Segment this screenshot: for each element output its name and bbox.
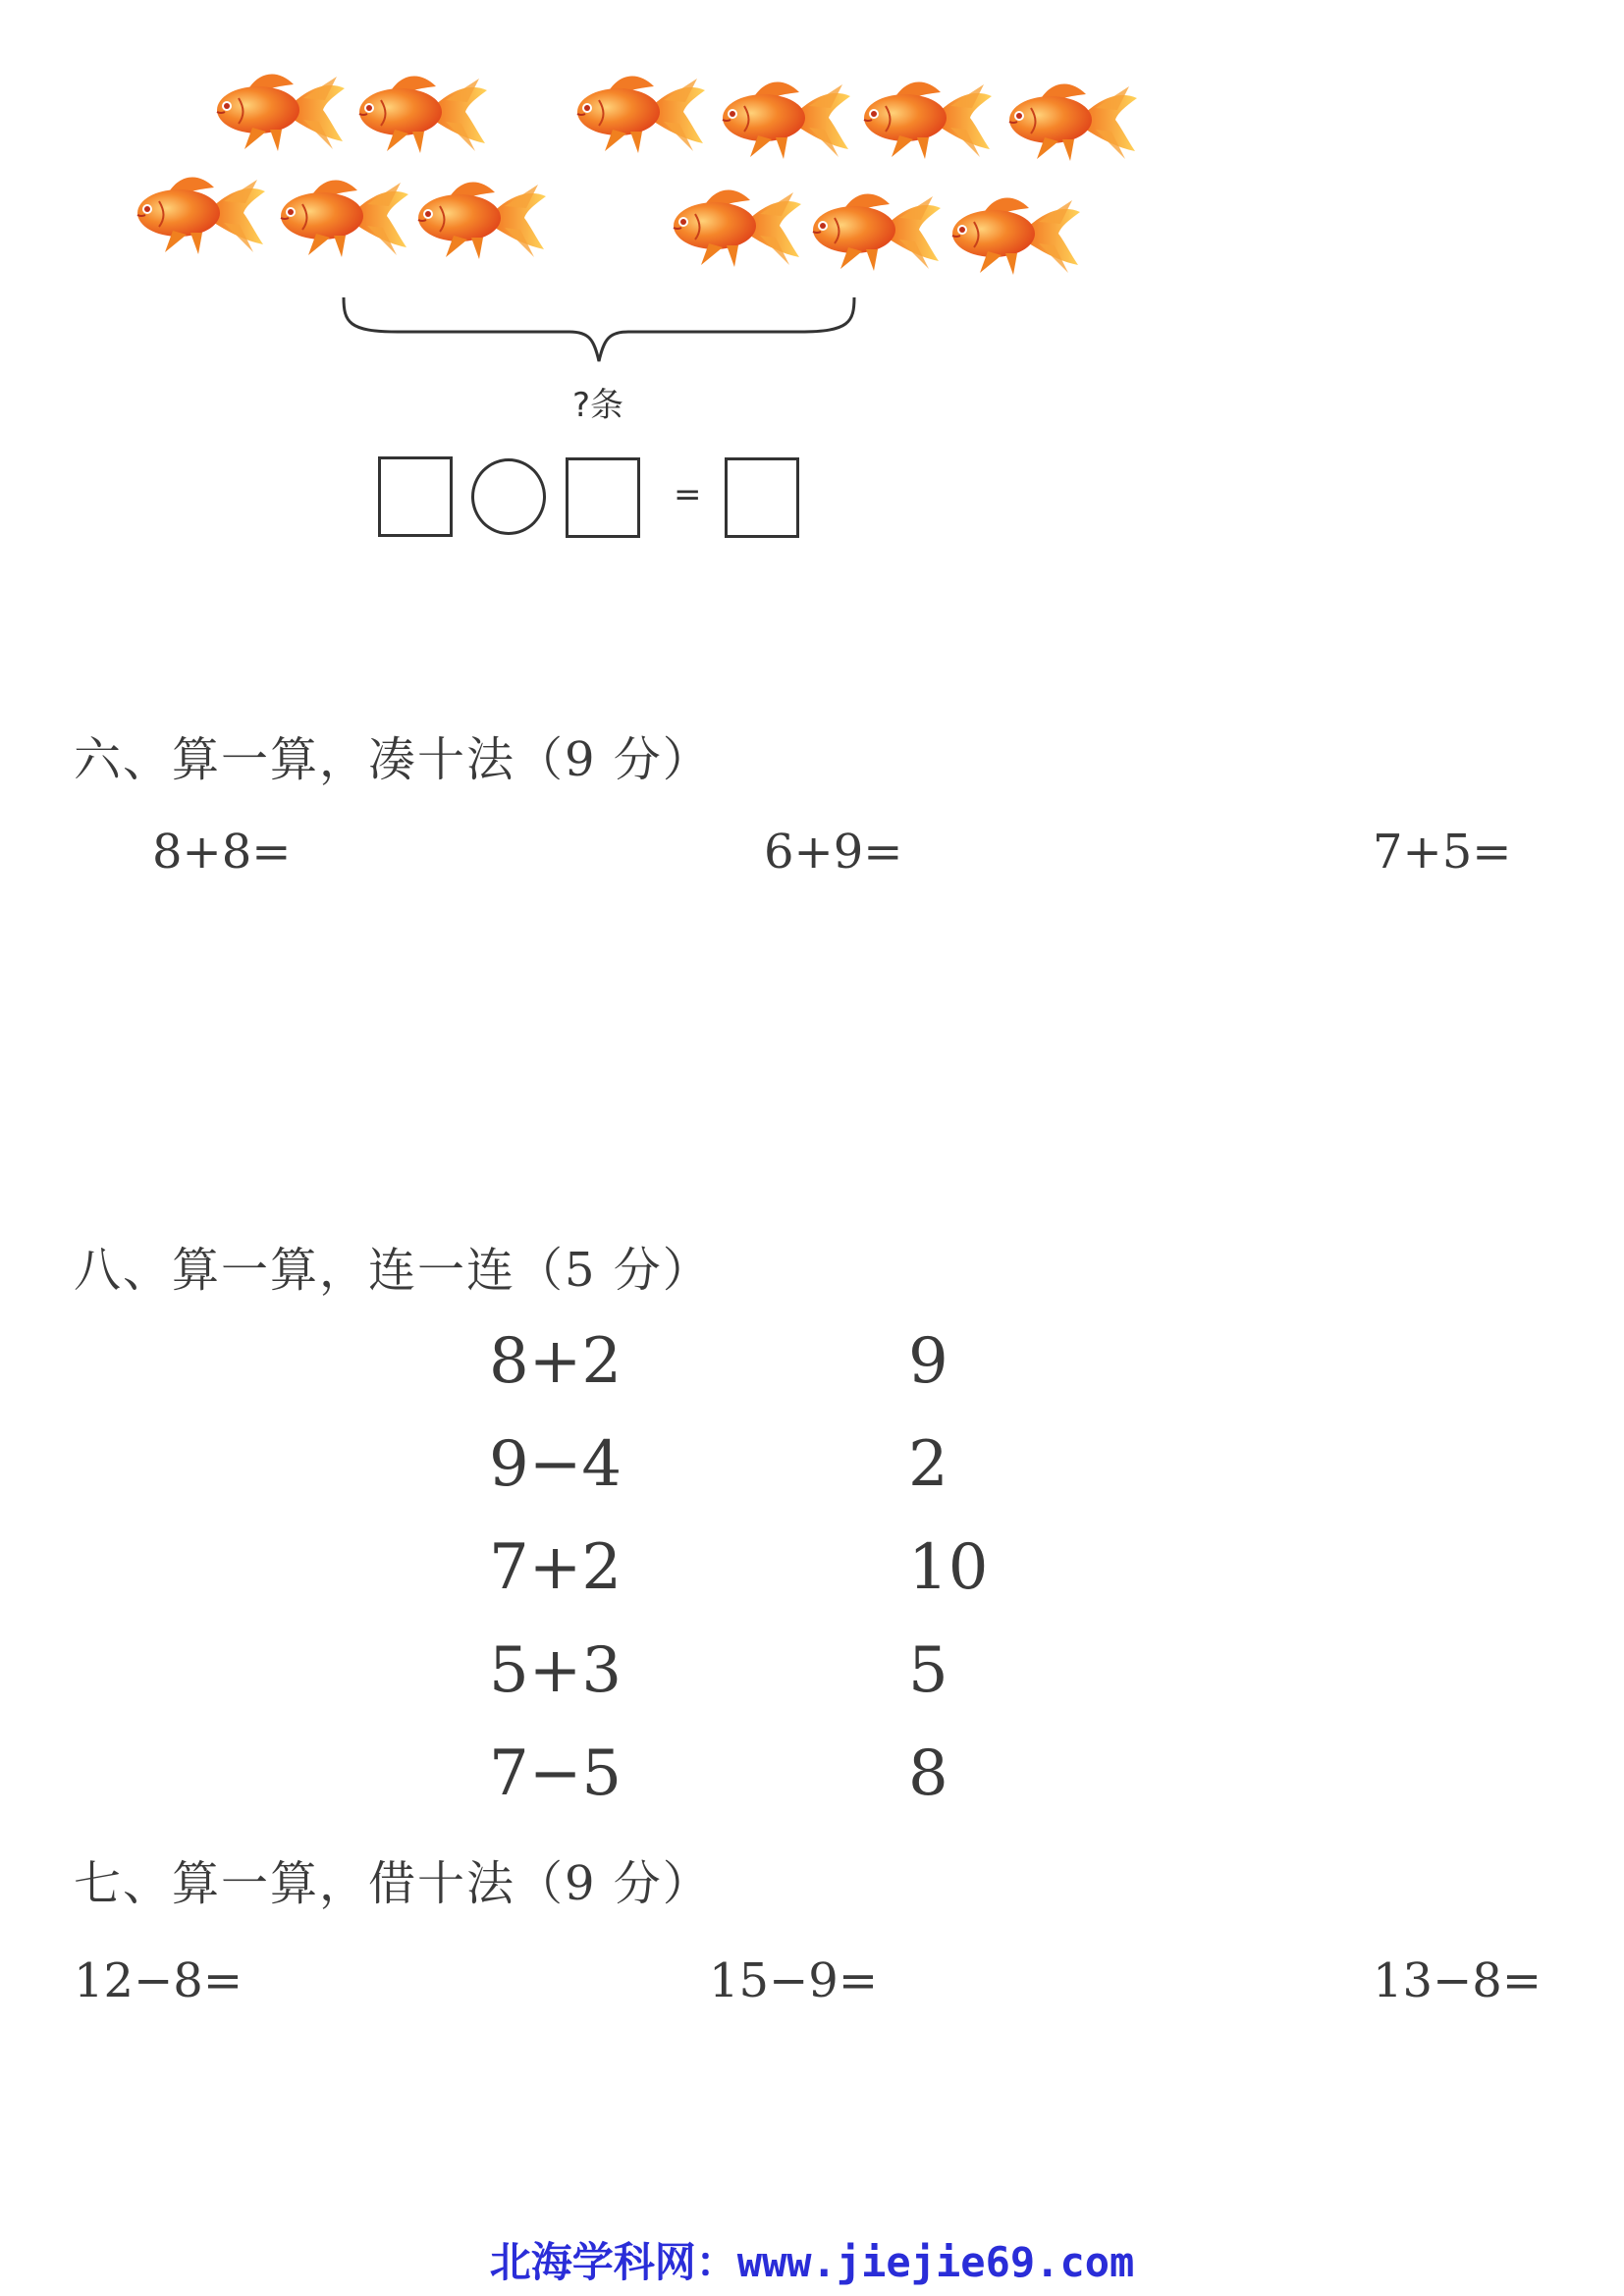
problem-6-2: 6+9= — [764, 825, 903, 880]
match-left-item[interactable]: 8+2 — [489, 1325, 623, 1398]
equals-sign: = — [674, 475, 702, 514]
goldfish-icon — [666, 175, 803, 273]
match-right-item[interactable]: 9 — [908, 1325, 948, 1398]
equation-blanks — [373, 452, 825, 550]
question-label: ?条 — [572, 386, 624, 425]
section-6-title: 六、算一算，凑十法（9 分） — [74, 732, 712, 787]
goldfish-icon — [715, 67, 852, 165]
goldfish-icon — [805, 179, 943, 277]
section-7-title: 七、算一算，借十法（9 分） — [74, 1856, 712, 1911]
operator-circle[interactable] — [471, 458, 546, 535]
match-right-item[interactable]: 2 — [908, 1428, 948, 1501]
goldfish-icon — [209, 59, 347, 157]
blank-box-answer[interactable] — [725, 457, 799, 538]
fish-illustration — [0, 0, 1624, 589]
match-left-item[interactable]: 7−5 — [489, 1737, 623, 1810]
match-left-item[interactable]: 5+3 — [489, 1634, 623, 1707]
match-right-item[interactable]: 5 — [908, 1634, 948, 1707]
match-left-item[interactable]: 9−4 — [489, 1428, 623, 1501]
problem-6-1: 8+8= — [152, 825, 292, 880]
goldfish-icon — [273, 165, 410, 263]
goldfish-icon — [945, 183, 1082, 281]
footer-url[interactable]: www.jiejie69.com — [736, 2238, 1135, 2286]
problem-7-1: 12−8= — [74, 1953, 244, 2008]
blank-box-2[interactable] — [566, 457, 640, 538]
footer-watermark — [0, 2230, 1624, 2289]
match-left-item[interactable]: 7+2 — [489, 1531, 623, 1604]
goldfish-icon — [130, 162, 267, 260]
problem-7-3: 13−8= — [1373, 1953, 1543, 2008]
goldfish-icon — [569, 61, 707, 159]
curly-brace — [339, 293, 859, 371]
goldfish-icon — [410, 167, 548, 265]
match-right-item[interactable]: 10 — [908, 1531, 989, 1604]
goldfish-icon — [352, 61, 489, 159]
goldfish-icon — [1001, 69, 1139, 167]
blank-box-1[interactable] — [378, 456, 453, 537]
match-right-item[interactable]: 8 — [908, 1737, 948, 1810]
footer-site-name: 北海学科网： — [489, 2238, 737, 2286]
problem-6-3: 7+5= — [1373, 825, 1512, 880]
section-8-title: 八、算一算，连一连（5 分） — [74, 1243, 712, 1298]
problem-7-2: 15−9= — [709, 1953, 879, 2008]
goldfish-icon — [856, 67, 994, 165]
